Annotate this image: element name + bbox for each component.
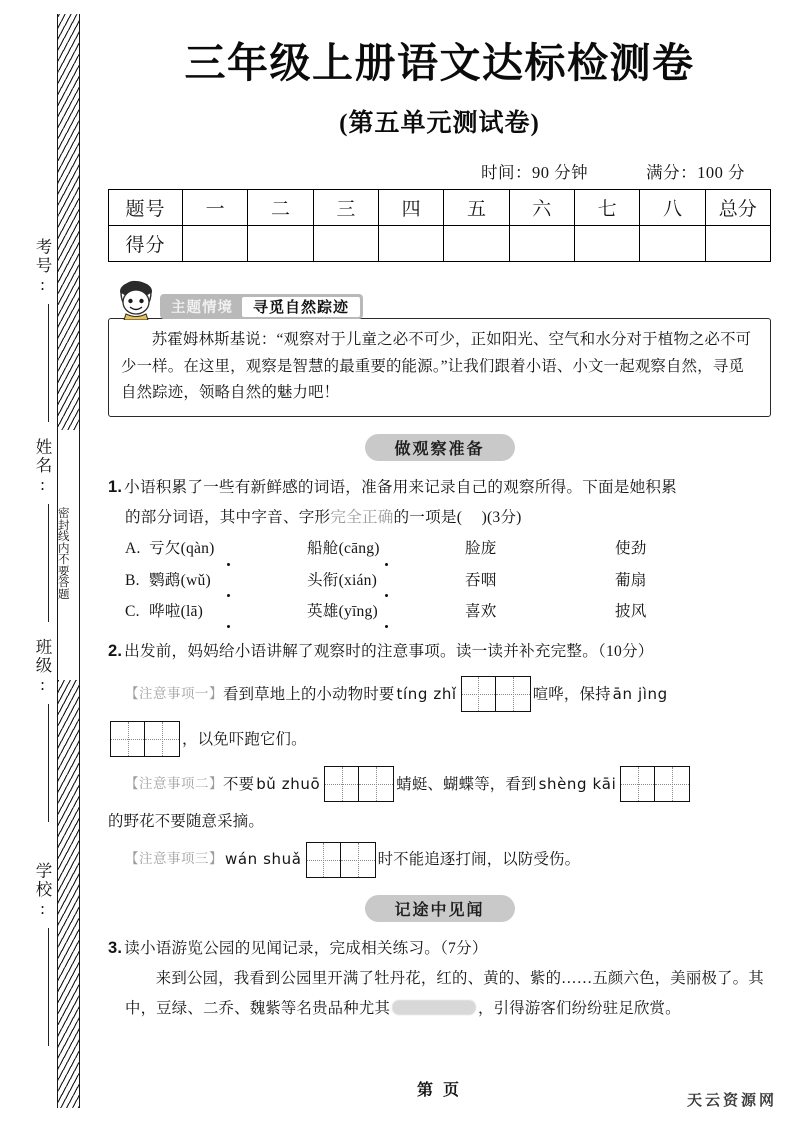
question-1-answer-blank[interactable]	[462, 509, 482, 526]
note-2-seg-1: 不要	[223, 775, 255, 793]
note-2-tag: 【注意事项二】	[125, 775, 223, 791]
note-3-pinyin-1: wán shuǎ	[225, 850, 302, 869]
seal-char-1: 密封线内不要答题	[58, 508, 70, 601]
question-3-text: 读小语游览公园的见闻记录，完成相关练习。（7分）	[124, 939, 488, 957]
score-col-7: 七	[574, 190, 639, 226]
question-2-note-1-line-2	[108, 721, 771, 757]
score-col-3: 三	[313, 190, 378, 226]
theme-badge-label: 主题情境	[171, 300, 233, 317]
note-1-pinyin-1: tíng zhǐ	[396, 684, 457, 703]
option-b-word-2: 头衔(xián)	[307, 565, 465, 596]
question-1-line-2	[108, 503, 771, 533]
note-1-pinyin-2: ān jìng	[612, 684, 668, 703]
question-1-emphasis: 完全正确	[330, 509, 394, 526]
theme-badge-row	[114, 280, 771, 320]
score-col-4: 四	[378, 190, 443, 226]
question-3-passage-a: 来到公园，我看到公园里开满了牡丹花，红的、黄的、紫的……五颜六色，美丽极了。其中，豆绿、二乔、魏紫等名贵品种尤其	[125, 970, 764, 1018]
site-watermark: 天云资源网	[686, 1092, 777, 1109]
note-2-pinyin-2: shèng kāi	[538, 774, 617, 793]
score-cell-total[interactable]	[705, 226, 770, 262]
exam-number-field[interactable]	[14, 238, 54, 422]
student-name-label: 姓名:	[33, 438, 52, 496]
question-3-passage	[108, 964, 771, 1024]
exam-fullscore-label: 满分：100 分	[646, 163, 745, 183]
tzg-cell[interactable]	[621, 767, 655, 801]
score-cell-6[interactable]	[509, 226, 574, 262]
tzg-cell[interactable]	[496, 677, 530, 711]
option-c-word-1: 哗啦(lā)	[149, 596, 307, 627]
question-3	[108, 932, 771, 1024]
note-3-write-box-1[interactable]	[306, 842, 376, 878]
exam-meta-line	[108, 159, 771, 183]
note-2-seg-3: 的野花不要随意采摘。	[108, 813, 264, 831]
option-a-word-4: 使劲	[615, 540, 647, 558]
question-1-option-a[interactable]	[108, 533, 771, 564]
question-2	[108, 635, 771, 878]
question-3-passage-b: ，引得游客们纷纷驻足欣赏。	[478, 1000, 681, 1018]
score-cell-7[interactable]	[574, 226, 639, 262]
tzg-cell[interactable]	[655, 767, 689, 801]
tzg-cell[interactable]	[359, 767, 393, 801]
question-1-text-d: )(3分)	[481, 509, 522, 526]
class-field[interactable]	[14, 638, 54, 822]
option-a-label: A.	[125, 540, 141, 558]
note-2-pinyin-1: bǔ zhuō	[256, 774, 321, 793]
student-name-field[interactable]	[14, 438, 54, 622]
section-header-journey-label: 记途中见闻	[394, 901, 485, 919]
table-row-headers	[109, 190, 771, 226]
score-cell-3[interactable]	[313, 226, 378, 262]
section-header-prepare	[365, 434, 515, 461]
theme-intro-text: 苏霍姆林斯基说：“观察对于儿童之必不可少，正如阳光、空气和水分对于植物之必不可少一样。在这里，观察是智慧的最重要的能源。”让我们跟着小语、小文一起观察自然，寻觅自然踪迹，领略自然的魅力吧！	[108, 318, 771, 416]
score-table-rowhead-score: 得分	[109, 226, 183, 262]
option-b-label: B.	[125, 571, 140, 589]
score-cell-5[interactable]	[444, 226, 509, 262]
score-cell-4[interactable]	[378, 226, 443, 262]
school-rule	[48, 928, 49, 1046]
note-3-tag: 【注意事项三】	[125, 851, 223, 867]
note-1-write-box-2[interactable]	[110, 721, 180, 757]
tzg-cell[interactable]	[307, 843, 341, 877]
theme-badge-value: 寻觅自然踪迹	[242, 297, 360, 317]
question-2-number: 2.	[108, 641, 123, 660]
question-2-text: 出发前，妈妈给小语讲解了观察时的注意事项。读一读并补充完整。（10分）	[124, 642, 654, 660]
score-cell-8[interactable]	[640, 226, 705, 262]
exam-number-rule	[48, 304, 49, 422]
theme-context-block	[108, 280, 771, 416]
school-field[interactable]	[14, 862, 54, 1046]
note-1-seg-1: 看到草地上的小动物时要	[223, 685, 395, 703]
theme-badge	[160, 294, 363, 319]
note-1-seg-3: ，以免吓跑它们。	[182, 730, 307, 748]
sealed-margin-sidebar	[0, 0, 86, 1122]
question-1	[108, 471, 771, 627]
question-2-line-1	[108, 635, 771, 667]
option-c-word-2: 英雄(yīng)	[307, 596, 465, 627]
section-header-journey	[365, 895, 515, 922]
question-3-number: 3.	[108, 938, 123, 957]
score-table	[108, 189, 771, 262]
redacted-blank	[392, 1000, 476, 1015]
note-3-seg-2: 时不能追逐打闹，以防受伤。	[377, 851, 581, 869]
score-cell-1[interactable]	[183, 226, 248, 262]
option-c-word-4: 披风	[615, 602, 647, 620]
exam-number-label: 考号:	[33, 238, 52, 296]
option-a-word-2: 船舱(cāng)	[307, 533, 465, 564]
question-1-text-c: 的一项是(	[393, 509, 463, 526]
student-name-rule	[48, 504, 49, 622]
score-col-2: 二	[248, 190, 313, 226]
option-b-word-3: 吞咽	[465, 571, 497, 589]
option-b-word-1: 鹦鹉(wǔ)	[149, 565, 307, 596]
note-2-write-box-2[interactable]	[620, 766, 690, 802]
question-2-note-1-line-1	[108, 676, 771, 712]
option-a-word-1: 亏欠(qàn)	[149, 533, 307, 564]
class-label: 班级:	[33, 638, 52, 696]
school-label: 学校:	[33, 862, 52, 920]
tzg-cell[interactable]	[341, 843, 375, 877]
paper-body	[86, 0, 793, 1122]
class-rule	[48, 704, 49, 822]
boy-avatar-icon	[114, 278, 158, 320]
note-2-seg-2: 蜻蜓、蝴蝶等，看到	[396, 775, 537, 793]
tzg-cell[interactable]	[325, 767, 359, 801]
score-col-1: 一	[183, 190, 248, 226]
score-col-8: 八	[640, 190, 705, 226]
question-2-note-2-line-2	[108, 811, 771, 833]
option-c-word-3: 喜欢	[465, 602, 497, 620]
option-a-word-3: 脸庞	[465, 540, 497, 558]
question-1-option-c[interactable]	[108, 596, 771, 627]
tzg-cell[interactable]	[462, 677, 496, 711]
score-table-rowhead-number: 题号	[109, 190, 183, 226]
tzg-cell[interactable]	[111, 722, 145, 756]
note-1-seg-2: 喧哗，保持	[532, 685, 611, 703]
question-1-text-b: 的部分词语，其中字音、字形	[125, 509, 331, 526]
seal-line-text	[58, 430, 79, 680]
option-c-label: C.	[125, 602, 140, 620]
tzg-cell[interactable]	[145, 722, 179, 756]
score-cell-2[interactable]	[248, 226, 313, 262]
option-b-word-4: 葡扇	[615, 571, 647, 589]
section-header-prepare-label: 做观察准备	[394, 440, 485, 458]
note-1-tag: 【注意事项一】	[125, 685, 223, 701]
question-2-note-2-line-1	[108, 766, 771, 802]
score-col-5: 五	[444, 190, 509, 226]
score-col-6: 六	[509, 190, 574, 226]
question-1-text-a: 小语积累了一些有新鲜感的词语，准备用来记录自己的观察所得。下面是她积累	[124, 478, 677, 496]
footer-page-number: 第 页	[416, 1082, 462, 1099]
note-1-write-box-1[interactable]	[461, 676, 531, 712]
question-1-option-b[interactable]	[108, 565, 771, 596]
question-1-line-1	[108, 471, 771, 503]
score-col-total: 总分	[705, 190, 770, 226]
exam-time-label: 时间：90 分钟	[481, 163, 589, 183]
question-2-note-3-line-1	[108, 842, 771, 878]
paper-subtitle: (第五单元测试卷)	[339, 110, 540, 138]
note-2-write-box-1[interactable]	[324, 766, 394, 802]
table-row-scores	[109, 226, 771, 262]
question-1-number: 1.	[108, 477, 123, 496]
page-title: 三年级上册语文达标检测卷	[184, 40, 695, 86]
question-3-line-1	[108, 932, 771, 964]
